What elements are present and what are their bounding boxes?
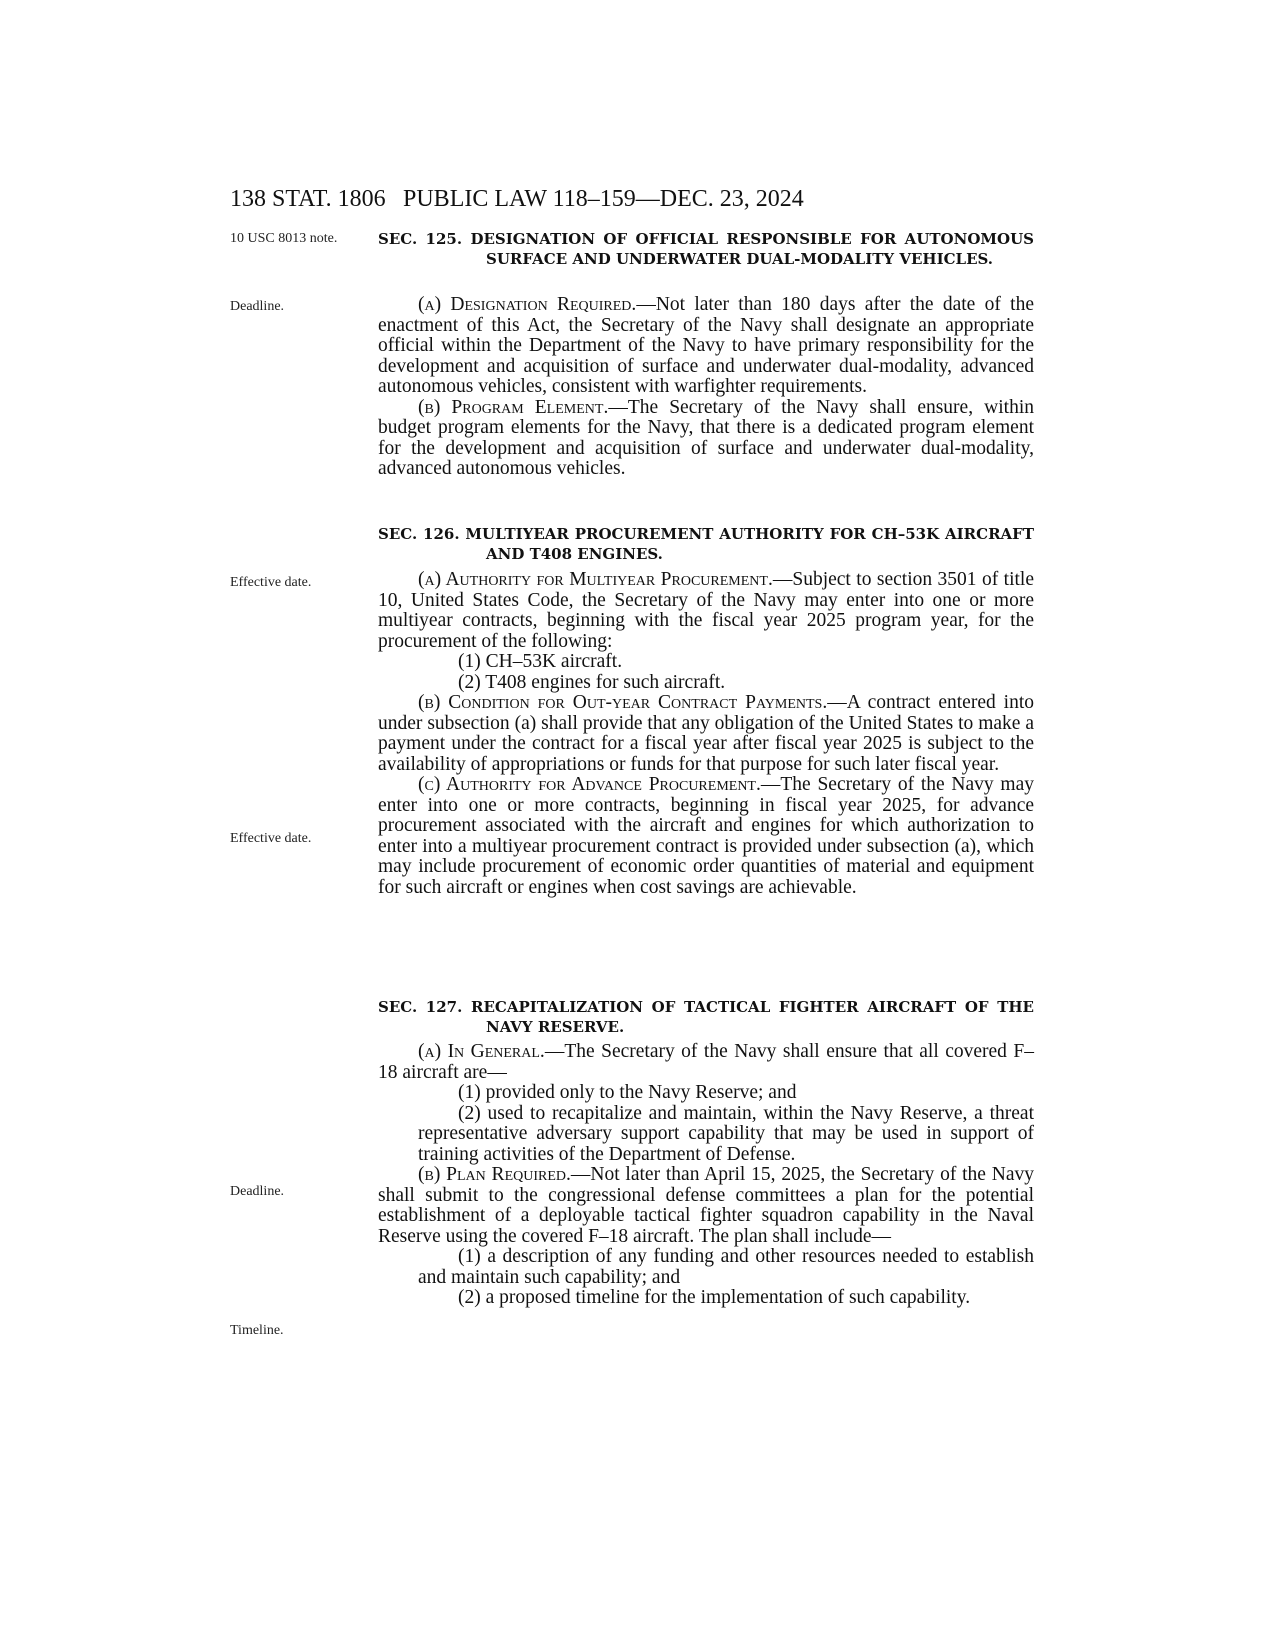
margin-note-deadline: Deadline. — [230, 1184, 285, 1199]
paragraph-heading: (a) Designation Required. — [418, 294, 637, 315]
list-item: (1) provided only to the Navy Reserve; and — [458, 1082, 797, 1103]
section-126-heading-block — [378, 524, 1034, 564]
section-heading: SEC. 126. MULTIYEAR PROCUREMENT AUTHORITY FOR CH–53K AIRCRAFT AND T408 ENGINES. — [378, 525, 1034, 563]
paragraph-heading: (b) Program Element. — [418, 396, 609, 418]
page-header — [0, 186, 1275, 216]
paragraph — [378, 1165, 1034, 1247]
paragraph-heading: (b) Plan Required. — [418, 1164, 571, 1185]
paragraph — [378, 1042, 1034, 1083]
paragraph — [378, 295, 1034, 398]
stat-citation: 138 STAT. 1806 — [230, 186, 386, 212]
section-125-body — [378, 295, 1034, 480]
public-law-title: PUBLIC LAW 118–159—DEC. 23, 2024 — [403, 186, 804, 212]
section-heading: SEC. 127. RECAPITALIZATION OF TACTICAL FIGHTER AIRCRAFT OF THE NAVY RESERVE. — [378, 998, 1034, 1036]
paragraph-text: —The Secretary of the Navy shall ensure that all covered F–18 aircraft are— — [378, 1041, 1034, 1083]
paragraph — [378, 693, 1034, 775]
paragraph-heading: (a) In General. — [418, 1041, 545, 1062]
paragraph-text: —Not later than April 15, 2025, the Secretary of the Navy shall submit to the congressional defense committees a plan for the potential establishment of a deployable tactical fighter squadron capability in the Naval Reserve using the covered F–18 aircraft. The plan shall include— — [378, 1164, 1034, 1247]
section-127-heading-block — [378, 997, 1034, 1037]
paragraph-heading: (a) Authority for Multiyear Procurement. — [418, 569, 773, 590]
paragraph — [378, 398, 1034, 480]
list-item: (2) a proposed timeline for the implementation of such capability. — [458, 1287, 971, 1308]
list-item: (1) a description of any funding and other resources needed to establish and maintain such capability; and — [418, 1246, 1034, 1288]
list-item: (1) CH–53K aircraft. — [458, 651, 623, 672]
paragraph-heading: (b) Condition for Out-year Contract Payments. — [418, 692, 828, 713]
paragraph-text: —Not later than 180 days after the date of the enactment of this Act, the Secretary of the Navy shall designate an appropriate official within the Department of the Navy to have primary responsibility for the development and acquisition of surface and underwater dual-modality, advanced autonomous vehicles, consistent with warfighter requirements. — [378, 294, 1034, 397]
section-125-heading-block — [378, 229, 1034, 269]
paragraph — [378, 570, 1034, 652]
paragraph-heading: (c) Authority for Advance Procurement. — [418, 774, 761, 795]
paragraph — [378, 775, 1034, 898]
section-heading: SEC. 125. DESIGNATION OF OFFICIAL RESPONSIBLE FOR AUTONOMOUS SURFACE AND UNDERWATER DUAL-MODALITY VEHICLES. — [378, 230, 1034, 268]
list-item: (2) T408 engines for such aircraft. — [458, 671, 726, 693]
margin-note-usc: 10 USC 8013 note. — [230, 231, 338, 246]
margin-note-effective-date: Effective date. — [230, 831, 312, 846]
paragraph-text: —Subject to section 3501 of title 10, United States Code, the Secretary of the Navy may enter into one or more multiyear contracts, beginning with the fiscal year 2025 program year, for the procurement of the following: — [378, 569, 1034, 652]
margin-note-effective-date: Effective date. — [230, 575, 312, 590]
margin-note-timeline: Timeline. — [230, 1323, 284, 1338]
paragraph-text: —The Secretary of the Navy may enter into one or more contracts, beginning in fiscal year 2025, for advance procurement associated with the aircraft and engines for which authorization to enter into a multiyear procurement contract is provided under subsection (a), which may include procurement of economic order quantities of material and equipment for such aircraft or engines when cost savings are achievable. — [378, 774, 1034, 898]
list-item: (2) used to recapitalize and maintain, within the Navy Reserve, a threat representative adversary support capability that may be used in support of training activities of the Department of Defense. — [418, 1102, 1034, 1165]
paragraph-text: —The Secretary of the Navy shall ensure, within budget program elements for the Navy, that there is a dedicated program element for the development and acquisition of surface and underwater dual-modality, advanced autonomous vehicles. — [378, 396, 1034, 479]
paragraph-text: —A contract entered into under subsection (a) shall provide that any obligation of the United States to make a payment under the contract for a fiscal year after fiscal year 2025 is subject to the availability of appropriations or funds for that purpose for such later fiscal year. — [378, 692, 1034, 775]
section-127-body — [378, 1042, 1034, 1309]
margin-note-deadline: Deadline. — [230, 299, 285, 314]
section-126-body — [378, 570, 1034, 898]
